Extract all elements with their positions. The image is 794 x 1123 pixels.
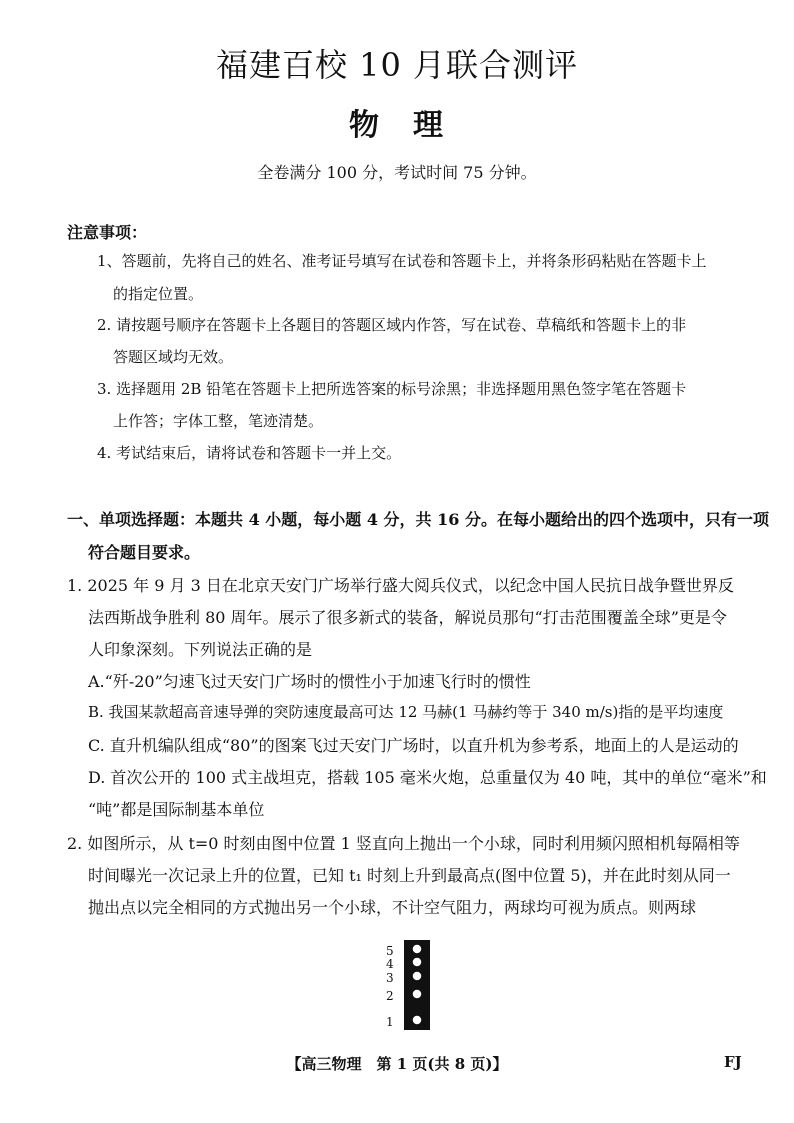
q1-option-a: A.“歼-20”匀速飞过天安门广场时的惯性小于加速飞行时的惯性 [88, 672, 531, 691]
notice-item-1-line2: 的指定位置。 [113, 285, 204, 303]
figure-label-2: 2 [386, 989, 394, 1003]
q1-option-c: C. 直升机编队组成“80”的图案飞过天安门广场时，以直升机为参考系，地面上的人是运动的 [88, 736, 739, 755]
notice-item-3-line1: 3. 选择题用 2B 铅笔在答题卡上把所选答案的标号涂黑；非选择题用黑色签字笔在答题卡 [97, 380, 687, 398]
full-score-note: 全卷满分 100 分，考试时间 75 分钟。 [257, 163, 537, 182]
q1-option-d-line2: “吨”都是国际制基本单位 [88, 800, 265, 819]
q2-stem-line1: 2. 如图所示，从 t=0 时刻由图中位置 1 竖直向上抛出一个小球，同时利用频闪照相机每隔相等 [67, 834, 740, 853]
ball-position-3 [412, 971, 422, 981]
q1-option-b: B. 我国某款超高音速导弹的突防速度最高可达 12 马赫(1 马赫约等于 340 m/s)指的是平均速度 [88, 703, 724, 721]
figure-label-4: 4 [386, 957, 394, 971]
ball-position-4 [412, 957, 422, 967]
notice-item-4-line1: 4. 考试结束后，请将试卷和答题卡一并上交。 [97, 444, 402, 462]
figure-label-5: 5 [386, 944, 394, 958]
figure-label-1: 1 [386, 1015, 394, 1029]
q1-stem-line1: 1. 2025 年 9 月 3 日在北京天安门广场举行盛大阅兵仪式，以纪念中国人民抗日战争暨世界反 [67, 576, 734, 595]
section1-heading-line2: 符合题目要求。 [88, 543, 201, 562]
q2-stem-line2: 时间曝光一次记录上升的位置，已知 t₁ 时刻上升到最高点(图中位置 5)，并在此时刻从同一 [88, 866, 731, 885]
footer-code: FJ [724, 1053, 742, 1071]
ball-position-1 [412, 1015, 422, 1025]
subject-title: 物 理 [349, 108, 445, 143]
notice-title: 注意事项： [67, 223, 148, 242]
page-footer: 【高三物理 第 1 页(共 8 页)】 [286, 1055, 508, 1073]
ball-position-5 [412, 944, 422, 954]
q1-option-d: D. 首次公开的 100 式主战坦克，搭载 105 毫米火炮，总重量仅为 40 吨，其中的单位“毫米”和 [88, 768, 767, 787]
ball-position-2 [412, 989, 422, 999]
notice-item-1-line1: 1、答题前，先将自己的姓名、准考证号填写在试卷和答题卡上，并将条形码粘贴在答题卡上 [97, 252, 707, 270]
q1-stem-line3: 人印象深刻。下列说法正确的是 [88, 640, 313, 659]
notice-item-2-line1: 2. 请按题号顺序在答题卡上各题目的答题区域内作答，写在试卷、草稿纸和答题卡上的非 [97, 316, 687, 334]
q1-stem-line2: 法西斯战争胜利 80 周年。展示了很多新式的装备，解说员那句“打击范围覆盖全球”更是令 [88, 608, 727, 627]
section1-heading: 一、单项选择题：本题共 4 小题，每小题 4 分，共 16 分。在每小题给出的四个选项中，只有一项 [67, 510, 769, 529]
q2-stem-line3: 抛出点以完全相同的方式抛出另一个小球，不计空气阻力，两球均可视为质点。则两球 [88, 898, 697, 917]
notice-item-2-line2: 答题区域均无效。 [113, 348, 234, 366]
notice-item-3-line2: 上作答；字体工整，笔迹清楚。 [113, 412, 324, 430]
exam-title: 福建百校 10 月联合测评 [215, 46, 579, 84]
strobe-photo-figure [400, 940, 436, 1030]
figure-label-3: 3 [386, 971, 394, 985]
